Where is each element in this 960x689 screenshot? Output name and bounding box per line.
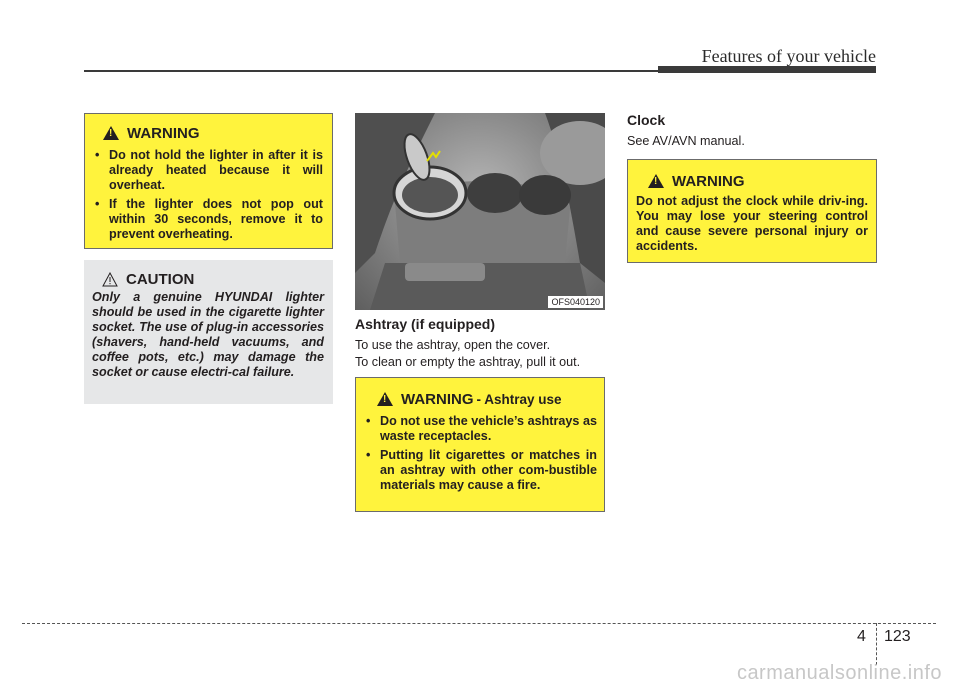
- warning-icon: [377, 392, 393, 406]
- clock-warning-title: WARNING: [672, 172, 745, 190]
- ashtray-line-2: To clean or empty the ashtray, pull it out.: [355, 355, 581, 369]
- lighter-warning-heading: [95, 122, 323, 144]
- clock-text: See AV/AVN manual.: [627, 134, 745, 148]
- clock-title: Clock: [627, 112, 666, 128]
- ashtray-warning-heading: [366, 388, 597, 410]
- warning-icon: [103, 126, 119, 140]
- clock-warning-box: [627, 159, 877, 263]
- footer-rule: [22, 623, 936, 624]
- ashtray-warning-subtitle: - Ashtray use: [476, 391, 562, 407]
- list-item: • Do not use the vehicle’s ashtrays as waste receptacles.: [366, 414, 597, 444]
- lighter-warning-title: WARNING: [127, 124, 200, 142]
- ashtray-illustration: [355, 113, 605, 310]
- ashtray-warning-box: [355, 377, 605, 512]
- header-rule-accent: [658, 66, 876, 73]
- lighter-caution-title: CAUTION: [126, 270, 195, 288]
- chapter-number: 4: [857, 628, 866, 645]
- warning-icon: [648, 174, 664, 188]
- header-title: Features of your vehicle: [701, 46, 876, 66]
- ashtray-title: Ashtray (if equipped): [355, 316, 496, 332]
- lighter-warning-list: [95, 148, 323, 242]
- list-item: • Putting lit cigarettes or matches in an ashtray with other com-bustible materials may cause a fire.: [366, 448, 597, 493]
- lighter-caution-text: Only a genuine HYUNDAI lighter should be used in the cigarette lighter socket. The use of plug-in accessories (shavers, hand-held vacuums, and coffee pots, etc.) may damage the socket or cause electri-cal failure.: [92, 290, 324, 379]
- ashtray-warning-title: WARNING: [401, 390, 474, 408]
- lighter-warning-box: [84, 113, 333, 249]
- page-number: 123: [884, 628, 911, 645]
- ashtray-warning-list: [366, 414, 597, 493]
- lighter-caution-heading: [92, 268, 324, 290]
- lighter-caution-box: [84, 260, 333, 404]
- image-code-label: OFS040120: [548, 296, 603, 308]
- clock-warning-heading: [636, 170, 868, 192]
- watermark: carmanualsonline.info: [736, 662, 942, 684]
- clock-warning-text: Do not adjust the clock while driv-ing. You may lose your steering control and cause severe personal injury or accidents.: [636, 194, 868, 253]
- ashtray-photo: [355, 113, 605, 310]
- footer-divider: [876, 623, 877, 665]
- header-rule: [84, 70, 658, 72]
- list-item: • If the lighter does not pop out within 30 seconds, remove it to prevent overheating.: [95, 197, 323, 242]
- ashtray-line-1: To use the ashtray, open the cover.: [355, 338, 551, 352]
- caution-icon: [102, 272, 118, 287]
- list-item: • Do not hold the lighter in after it is already heated because it will overheat.: [95, 148, 323, 193]
